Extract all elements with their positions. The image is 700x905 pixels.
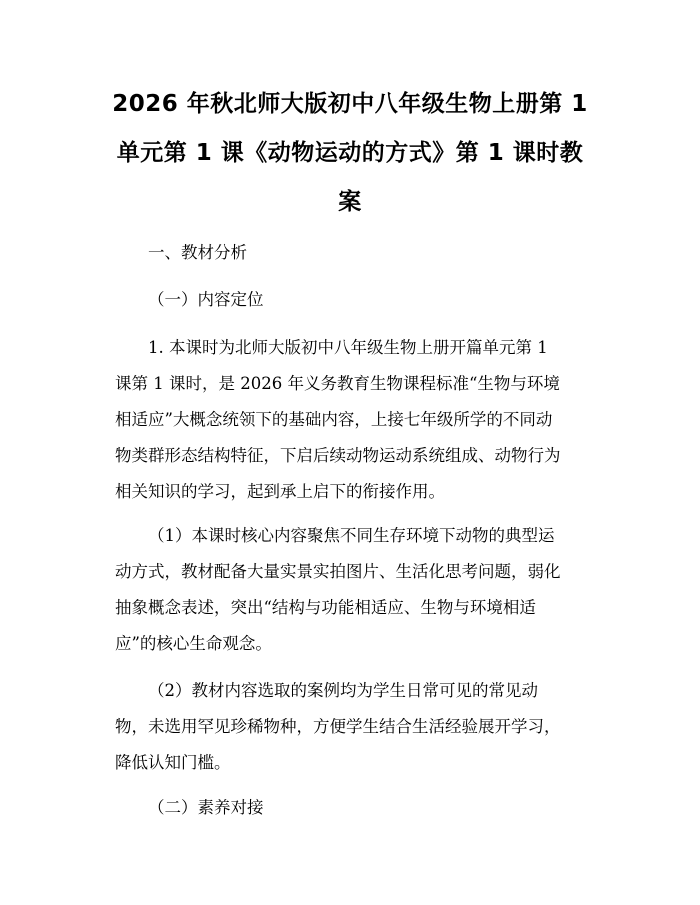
paragraph-case-selection <box>115 673 595 781</box>
document-title <box>90 80 610 227</box>
paragraph-line: 动方式，教材配备大量实景实拍图片、生活化思考问题，弱化 <box>115 562 561 581</box>
paragraph-line: 抽象概念表述，突出“结构与功能相适应、生物与环境相适 <box>115 598 536 617</box>
paragraph-line: （2）教材内容选取的案例均为学生日常可见的常见动 <box>148 681 538 700</box>
subsection-heading-content-positioning <box>115 282 595 318</box>
paragraph-line: 课第 1 课时，是 2026 年义务教育生物课程标准“生物与环境 <box>115 374 560 393</box>
paragraph-core-content <box>115 518 595 662</box>
title-line: 案 <box>338 189 362 215</box>
paragraph-line: 物类群形态结构特征，下启后续动物运动系统组成、动物行为 <box>115 446 561 465</box>
paragraph-line: 相适应”大概念统领下的基础内容，上接七年级所学的不同动 <box>115 410 553 429</box>
paragraph-line: 物，未选用罕见珍稀物种，方便学生结合生活经验展开学习， <box>115 717 561 736</box>
paragraph-line: 相关知识的学习，起到承上启下的衔接作用。 <box>115 482 445 501</box>
paragraph-line: （1）本课时核心内容聚焦不同生存环境下动物的典型运 <box>148 526 555 545</box>
paragraph-line: 应”的核心生命观念。 <box>115 634 272 653</box>
title-line: 2026 年秋北师大版初中八年级生物上册第 1 <box>112 91 588 117</box>
paragraph-line: 1. 本课时为北师大版初中八年级生物上册开篇单元第 1 <box>148 338 548 357</box>
subsection-heading-text: （一）内容定位 <box>148 290 264 309</box>
paragraph-line: 降低认知门槛。 <box>115 753 231 772</box>
subsection-heading-literacy-alignment <box>115 790 595 826</box>
subsection-heading-text: （二）素养对接 <box>148 798 264 817</box>
title-line: 单元第 1 课《动物运动的方式》第 1 课时教 <box>116 140 584 166</box>
paragraph-lesson-positioning <box>115 330 595 510</box>
section-heading-teaching-material-analysis <box>115 235 595 271</box>
section-heading-text: 一、教材分析 <box>148 243 247 262</box>
